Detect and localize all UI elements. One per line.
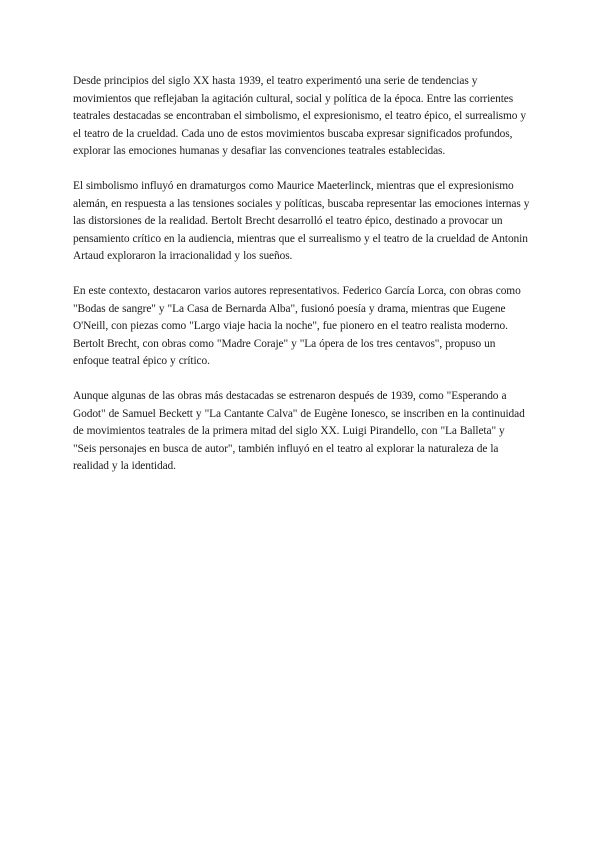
paragraph-intro: Desde principios del siglo XX hasta 1939, el teatro experimentó una serie de tendencias y movimientos que reflejaban la agitación cultural, social y política de la época. Entre las corrientes teatrales destacadas se encontraban el simbolismo, el expresionismo, el teatro épico, el surrealismo y el teatro de la crueldad. Cada uno de estos movimientos buscaba expresar significados profundos, explorar las emociones humanas y desafiar las convenciones teatrales establecidas. [73,75,526,158]
paragraph-later-works: Aunque algunas de las obras más destacadas se estrenaron después de 1939, como "Esperando a Godot" de Samuel Beckett y "La Cantante Calva" de Eugène Ionesco, se inscriben en la continuidad de movimientos teatrales de la primera mitad del siglo XX. Luigi Pirandello, con "La Balleta" y "Seis personajes en busca de autor", también influyó en el teatro al explorar la naturaleza de la realidad y la identidad. [73,389,525,473]
document-body [73,73,530,493]
paragraph-authors: En este contexto, destacaron varios autores representativos. Federico García Lorca, con obras como "Bodas de sangre" y "La Casa de Bernarda Alba", fusionó poesía y drama, mientras que Eugene O'Neill, con piezas como "Largo viaje hacia la noche", fue pionero en el teatro realista moderno. Bertolt Brecht, con obras como "Madre Coraje" y "La ópera de los tres centavos", propuso un enfoque teatral épico y crítico. [73,284,521,368]
paragraph-movements: El simbolismo influyó en dramaturgos como Maurice Maeterlinck, mientras que el expresionismo alemán, en respuesta a las tensiones sociales y políticas, buscaba representar las emociones internas y las distorsiones de la realidad. Bertolt Brecht desarrolló el teatro épico, destinado a provocar un pensamiento crítico en la audiencia, mientras que el surrealismo y el teatro de la crueldad de Antonin Artaud exploraron la irracionalidad y los sueños. [73,179,530,263]
